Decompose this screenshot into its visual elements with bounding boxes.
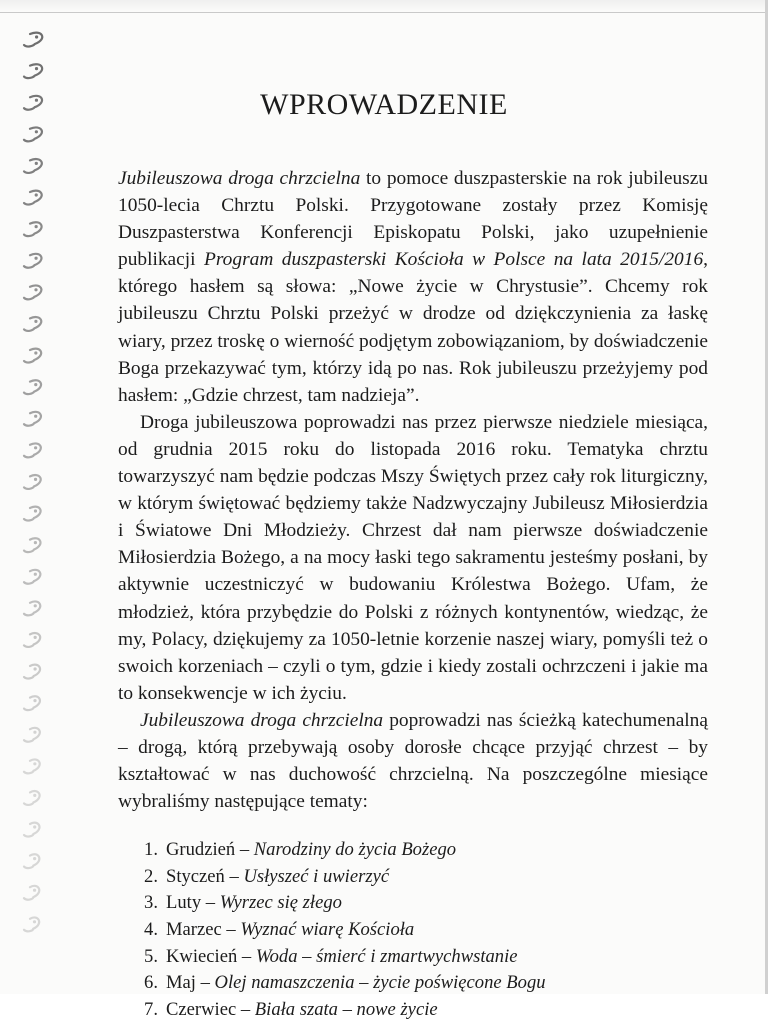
binding-ring bbox=[24, 791, 40, 805]
binding-ring bbox=[24, 886, 39, 900]
page-top-edge bbox=[0, 0, 768, 13]
topics-list bbox=[118, 837, 708, 1023]
binding-ring bbox=[24, 412, 41, 426]
binding-ring bbox=[24, 317, 41, 331]
binding-ring bbox=[24, 191, 42, 205]
binding-ring bbox=[24, 159, 42, 173]
binding-ring bbox=[24, 823, 39, 837]
paragraph-3: Jubileuszowa droga chrzcielna poprowadzi nas ścieżką katechumenalną – drogą, którą przebywają osoby dorosłe chcące przyjąć chrzest – by kształtować w nas duchowość chrzcielną. Na poszczególne miesiące wybraliśmy następujące tematy: bbox=[118, 709, 708, 813]
binding-ring bbox=[24, 665, 40, 679]
body-text bbox=[118, 165, 708, 1023]
list-item: 4. Marzec – Wyznać wiarę Kościoła bbox=[144, 919, 415, 941]
binding-ring bbox=[24, 285, 41, 299]
binding-ring bbox=[24, 696, 40, 710]
binding-ring bbox=[24, 443, 41, 457]
list-item: 3. Luty – Wyrzec się złego bbox=[144, 892, 342, 914]
publication-title: Program duszpasterski Kościoła w Polsce na lata 2015/2016 bbox=[204, 249, 704, 271]
binding-ring bbox=[24, 127, 42, 141]
paragraph-1: Jubileuszowa droga chrzcielna to pomoce duszpasterskie na rok jubileuszu 1050-lecia Chrztu Polski. Przygotowane zostały przez Komisję Duszpasterstwa Konferencji Episkopatu Polski, jako uzupełnienie publikacji Program duszpasterski Kościoła w Polsce na lata 2015/2016, którego hasłem są słowa: „Nowe życie w Chrystusie”. Chcemy rok jubileuszu Chrztu Polski przeżyć w drodze od dziękczynienia za łaskę wiary, przez troskę o wierność podjętym zobowiązaniom, by doświadczenie Boga przekazywać tym, którzy idą po nas. Rok jubileuszu przeżyjemy pod hasłem: „Gdzie chrzest, tam nadzieja”. bbox=[118, 168, 708, 406]
binding-ring bbox=[24, 538, 40, 552]
paragraph-2: Droga jubileuszowa poprowadzi nas przez pierwsze niedziele miesiąca, od grudnia 2015 roku do listopada 2016 roku. Tematyka chrztu towarzyszyć nam będzie podczas Mszy Świętych przez cały rok liturgiczny, w którym świętować będziemy także Nadzwyczajny Jubileusz Miłosierdzia i Światowe Dni Młodzieży. Chrzest dał nam pierwsze doświadczenie Miłosierdzia Bożego, a na mocy łaski tego sakramentu jesteśmy posłani, by aktywnie uczestniczyć w budowaniu Królestwa Bożego. Ufam, że młodzież, która przybędzie do Polski z różnych kontynentów, wiedząc, że my, Polacy, dziękujemy za 1050-letnie korzenie naszej wiary, pomyśli też o swoich korzeniach – czyli o tym, gdzie i kiedy zostali ochrzczeni i jakie ma to konsekwencje w ich życiu. bbox=[118, 411, 708, 704]
binding-ring bbox=[24, 759, 40, 773]
binding-ring bbox=[24, 64, 42, 78]
list-item: 2. Styczeń – Usłyszeć i uwierzyć bbox=[144, 865, 390, 887]
list-item: 5. Kwiecień – Woda – śmierć i zmartwychwstanie bbox=[144, 945, 518, 967]
binding-ring bbox=[24, 917, 39, 931]
binding-ring bbox=[24, 507, 41, 521]
binding-ring bbox=[24, 380, 41, 394]
binding-ring bbox=[24, 349, 41, 363]
book-title: Jubileuszowa droga chrzcielna bbox=[118, 168, 361, 189]
binding-ring bbox=[24, 222, 42, 236]
page-title: WPROWADZENIE bbox=[260, 88, 508, 121]
binding-ring bbox=[24, 33, 42, 47]
list-item: 1. Grudzień – Narodziny do życia Bożego bbox=[144, 839, 457, 861]
binding-ring bbox=[24, 570, 40, 584]
list-item: 6. Maj – Olej namaszczenia – życie poświęcone Bogu bbox=[144, 972, 546, 994]
binding-ring bbox=[24, 728, 40, 742]
binding-ring bbox=[24, 854, 39, 868]
list-item: 7. Czerwiec – Biała szata – nowe życie bbox=[144, 998, 438, 1020]
binding-ring bbox=[24, 254, 41, 268]
binding-ring bbox=[24, 633, 40, 647]
binding-ring bbox=[24, 475, 41, 489]
spiral-binding bbox=[0, 0, 60, 994]
book-title: Jubileuszowa droga chrzcielna bbox=[140, 709, 384, 731]
binding-ring bbox=[24, 601, 40, 615]
